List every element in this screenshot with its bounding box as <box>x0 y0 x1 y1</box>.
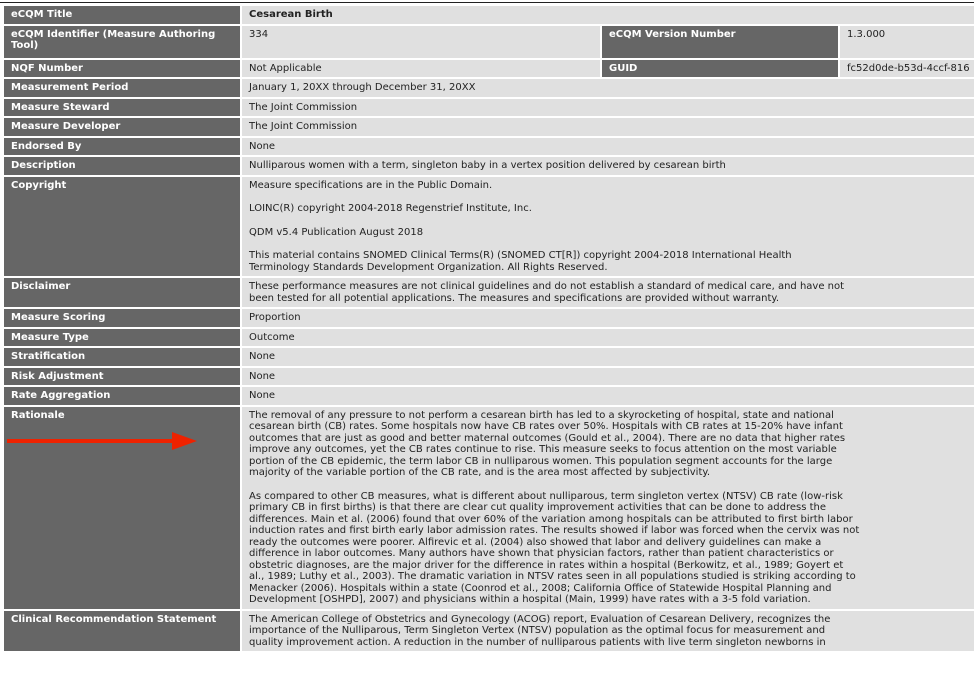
row-clinical-recommendation <box>4 611 974 652</box>
label-stratification: Stratification <box>4 348 240 366</box>
row-risk <box>4 368 974 386</box>
value-ecqm-title: Cesarean Birth <box>242 6 974 24</box>
value-copyright <box>242 177 974 277</box>
row-developer <box>4 118 974 136</box>
value-measure-steward: The Joint Commission <box>242 99 974 117</box>
row-scoring <box>4 309 974 327</box>
label-measure-scoring: Measure Scoring <box>4 309 240 327</box>
value-measurement-period: January 1, 20XX through December 31, 20XX <box>242 79 974 97</box>
label-endorsed-by: Endorsed By <box>4 138 240 156</box>
row-type <box>4 329 974 347</box>
clinical-recommendation-text: The American College of Obstetrics and Gynecology (ACOG) report, Evaluation of Cesarean Delivery, recognizes the importance of the Nulliparous, Term Singleton Vertex (NTSV) population as the optimal focus for measurement and quality improvement action. A reduction in the number of nulliparous patients with live term singleton newborns in <box>249 613 831 648</box>
rationale-paragraph: The removal of any pressure to not perform a cesarean birth has led to a skyrocketing of hospital, state and national cesarean birth (CB) rates. Some hospitals now have CB rates over 50%. Hospitals with CB rates at 15-20% have infant outcomes that are just as good and better maternal outcomes (Gould et al., 2004). There are no data that higher rates improve any outcomes, yet the CB rates continue to rise. This measure seeks to focus attention on the most variable portion of the CB epidemic, the term labor CB in nulliparous women. This population segment accounts for the large majority of the variable portion of the CB rate, and is the area most affected by subjectivity. <box>249 409 846 478</box>
value-risk-adjustment: None <box>242 368 974 386</box>
copyright-paragraph: QDM v5.4 Publication August 2018 <box>249 226 424 238</box>
value-ecqm-version: 1.3.000 <box>840 26 974 58</box>
label-ecqm-identifier: eCQM Identifier (Measure Authoring Tool) <box>4 26 240 58</box>
row-aggregation <box>4 387 974 405</box>
copyright-paragraph: This material contains SNOMED Clinical Terms(R) (SNOMED CT[R]) copyright 2004-2018 International Health Terminology Standards Development Organization. All Rights Reserved. <box>249 250 792 273</box>
label-description: Description <box>4 157 240 175</box>
row-stratification <box>4 348 974 366</box>
label-clinical-recommendation: Clinical Recommendation Statement <box>4 611 240 652</box>
copyright-paragraph: LOINC(R) copyright 2004-2018 Regenstrief Institute, Inc. <box>249 203 532 214</box>
label-measure-steward: Measure Steward <box>4 99 240 117</box>
value-stratification: None <box>242 348 974 366</box>
label-disclaimer: Disclaimer <box>4 278 240 307</box>
value-guid: fc52d0de-b53d-4ccf-816 <box>840 60 974 78</box>
row-copyright <box>4 177 974 277</box>
value-clinical-recommendation <box>242 611 974 652</box>
label-measure-type: Measure Type <box>4 329 240 347</box>
value-measure-developer: The Joint Commission <box>242 118 974 136</box>
value-disclaimer <box>242 278 974 307</box>
label-ecqm-title: eCQM Title <box>4 6 240 24</box>
label-rate-aggregation: Rate Aggregation <box>4 387 240 405</box>
label-copyright: Copyright <box>4 177 240 277</box>
label-rationale: Rationale <box>4 407 240 609</box>
row-title <box>4 6 974 24</box>
label-nqf-number: NQF Number <box>4 60 240 78</box>
label-guid: GUID <box>602 60 838 78</box>
red-arrow-right-icon <box>7 432 197 450</box>
row-endorsed <box>4 138 974 156</box>
label-measure-developer: Measure Developer <box>4 118 240 136</box>
row-disclaimer <box>4 278 974 307</box>
label-ecqm-version: eCQM Version Number <box>602 26 838 58</box>
row-period <box>4 79 974 97</box>
label-measurement-period: Measurement Period <box>4 79 240 97</box>
rationale-paragraph: As compared to other CB measures, what is different about nulliparous, term singleton vertex (NTSV) CB rate (low-risk primary CB in first births) is that there are clear cut quality improvement activities that can be done to address the differences. Main et al. (2006) found that over 60% of the variation among hospitals can be attributed to first birth labor induction rates and first birth early labor admission rates. The results showed if labor was forced when the cervix was not ready the outcomes were poorer. Alfirevic et al. (2004) also showed that labor and delivery guidelines can make a difference in labor outcomes. Many authors have shown that physician factors, rather than patient characteristics or obstetric diagnoses, are the major driver for the difference in rates within a hospital (Berkowitz, et al., 1989; Goyert et al., 1989; Luthy et al., 2003). The dramatic variation in NTSV rates seen in all populations studied is striking according to Menacker (2006). Hospitals within a state (Coonrod et al., 2008; California Office of Statewide Hospital Planning and Development [OSHPD], 2007) and physicians within a hospital (Main, 1999) have rates with a 3-5 fold variation. <box>249 490 860 605</box>
measure-spec-table <box>2 4 974 653</box>
value-rate-aggregation: None <box>242 387 974 405</box>
row-identifier <box>4 26 974 58</box>
top-border <box>0 2 974 3</box>
value-rationale <box>242 407 974 609</box>
value-measure-scoring: Proportion <box>242 309 974 327</box>
value-description: Nulliparous women with a term, singleton baby in a vertex position delivered by cesarean birth <box>242 157 974 175</box>
disclaimer-text: These performance measures are not clinical guidelines and do not establish a standard of medical care, and have not been tested for all potential applications. The measures and specifications are provided without warranty. <box>249 281 845 304</box>
value-measure-type: Outcome <box>242 329 974 347</box>
row-steward <box>4 99 974 117</box>
copyright-paragraph: Measure specifications are in the Public Domain. <box>249 179 493 191</box>
row-description <box>4 157 974 175</box>
row-nqf <box>4 60 974 78</box>
value-endorsed-by: None <box>242 138 974 156</box>
value-ecqm-identifier: 334 <box>242 26 600 58</box>
label-risk-adjustment: Risk Adjustment <box>4 368 240 386</box>
value-nqf-number: Not Applicable <box>242 60 600 78</box>
